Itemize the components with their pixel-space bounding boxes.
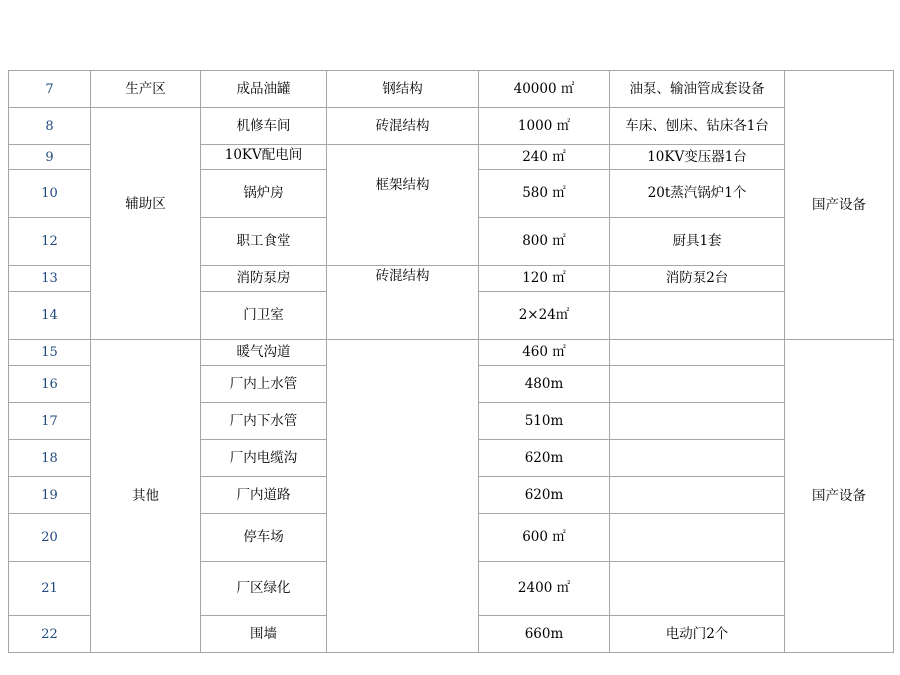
row-number: 20 [9,514,91,562]
row-number: 22 [9,616,91,653]
equipment-cell [610,366,785,403]
row-number: 10 [9,170,91,218]
facility-name: 围墙 [201,616,327,653]
row-number: 14 [9,292,91,340]
area-cell: 510m [479,403,610,440]
facility-name: 消防泵房 [201,266,327,292]
area-cell: 580 ㎡ [479,170,610,218]
zone-cell: 生产区 [91,71,201,108]
row-number: 16 [9,366,91,403]
area-cell: 240 ㎡ [479,145,610,170]
facility-table [8,70,894,653]
structure-cell: 砖混结构 [327,266,479,340]
table-row [9,108,894,145]
facility-name: 厂内电缆沟 [201,440,327,477]
equipment-cell [610,514,785,562]
area-cell: 620m [479,477,610,514]
equipment-cell [610,340,785,366]
area-cell: 800 ㎡ [479,218,610,266]
facility-name: 厂内道路 [201,477,327,514]
area-cell: 2×24㎡ [479,292,610,340]
area-cell: 2400 ㎡ [479,562,610,616]
equipment-cell: 消防泵2台 [610,266,785,292]
structure-cell [327,340,479,653]
row-number: 15 [9,340,91,366]
equipment-cell [610,292,785,340]
facility-name: 成品油罐 [201,71,327,108]
equipment-cell: 油泵、输油管成套设备 [610,71,785,108]
facility-name: 厂内上水管 [201,366,327,403]
equipment-cell: 电动门2个 [610,616,785,653]
table-row [9,71,894,108]
area-cell: 120 ㎡ [479,266,610,292]
area-cell: 40000 ㎡ [479,71,610,108]
row-number: 19 [9,477,91,514]
area-cell: 480m [479,366,610,403]
row-number: 21 [9,562,91,616]
row-number: 7 [9,71,91,108]
structure-cell: 砖混结构 [327,108,479,145]
area-cell: 460 ㎡ [479,340,610,366]
row-number: 18 [9,440,91,477]
row-number: 13 [9,266,91,292]
row-number: 12 [9,218,91,266]
area-cell: 620m [479,440,610,477]
origin-cell: 国产设备 [785,340,894,653]
facility-name: 门卫室 [201,292,327,340]
facility-name: 暖气沟道 [201,340,327,366]
facility-name: 10KV配电间 [201,145,327,170]
table-row [9,340,894,366]
row-number: 8 [9,108,91,145]
structure-cell: 框架结构 [327,145,479,266]
equipment-cell [610,477,785,514]
zone-cell: 辅助区 [91,108,201,340]
equipment-cell [610,562,785,616]
equipment-cell: 20t蒸汽锅炉1个 [610,170,785,218]
origin-cell: 国产设备 [785,71,894,340]
row-number: 9 [9,145,91,170]
facility-table-container [8,70,894,653]
facility-name: 厂区绿化 [201,562,327,616]
facility-name: 锅炉房 [201,170,327,218]
facility-name: 厂内下水管 [201,403,327,440]
equipment-cell: 厨具1套 [610,218,785,266]
facility-name: 停车场 [201,514,327,562]
zone-cell: 其他 [91,340,201,653]
facility-name: 职工食堂 [201,218,327,266]
area-cell: 1000 ㎡ [479,108,610,145]
equipment-cell [610,403,785,440]
equipment-cell: 10KV变压器1台 [610,145,785,170]
structure-cell: 钢结构 [327,71,479,108]
equipment-cell: 车床、刨床、钻床各1台 [610,108,785,145]
row-number: 17 [9,403,91,440]
area-cell: 600 ㎡ [479,514,610,562]
area-cell: 660m [479,616,610,653]
facility-name: 机修车间 [201,108,327,145]
equipment-cell [610,440,785,477]
